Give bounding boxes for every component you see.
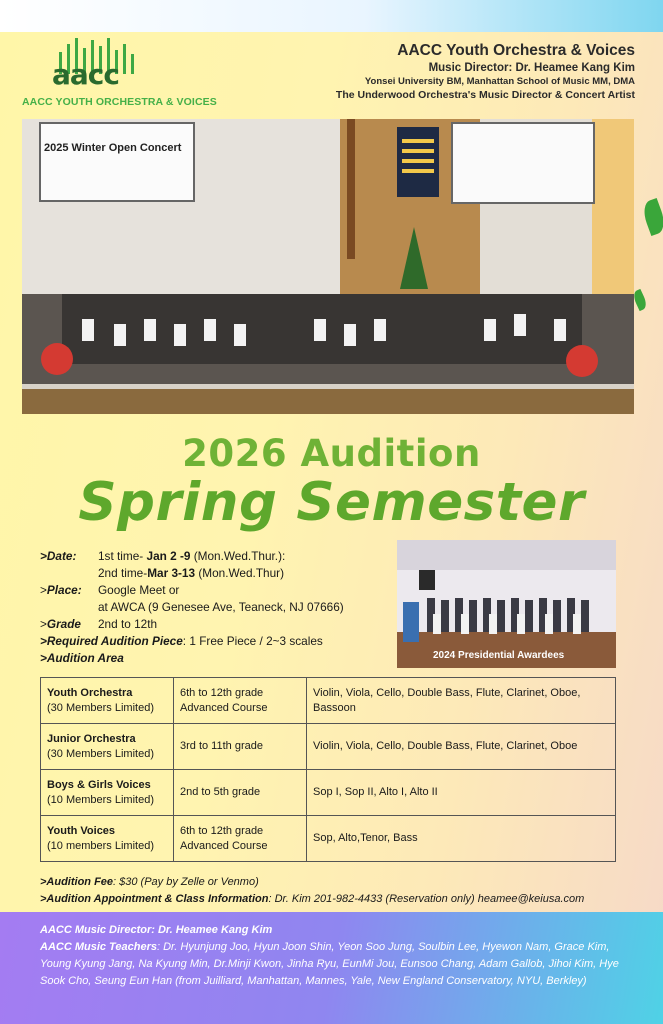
- date-row: [40, 548, 323, 565]
- footer-teachers-label: AACC Music Teachers: [40, 941, 157, 953]
- grade-prefix: >: [40, 617, 47, 631]
- grade-range: 6th to 12th grade: [180, 686, 264, 699]
- group-name: Boys & Girls Voices: [47, 778, 151, 791]
- table-row: [41, 770, 616, 816]
- group-limit: (30 Members Limited): [47, 701, 154, 714]
- footer-teachers: [40, 939, 630, 990]
- table-row: [41, 724, 616, 770]
- audition-year-title: 2026 Audition: [182, 432, 481, 475]
- piece-row: [40, 633, 323, 650]
- instruments-cell: Sop, Alto,Tenor, Bass: [307, 816, 616, 862]
- appointment-value: : Dr. Kim 201-982-4433 (Reservation only) heamee@keiusa.com: [268, 893, 585, 905]
- awardees-illustration: [397, 540, 616, 668]
- date-row-2: [40, 565, 323, 582]
- place-row-2: [40, 599, 344, 616]
- group-cell: [41, 678, 174, 724]
- group-name: Youth Voices: [47, 824, 116, 837]
- leaf-decoration-icon: [640, 198, 663, 236]
- group-limit: (30 Members Limited): [47, 747, 154, 760]
- place-prefix: >: [40, 583, 47, 597]
- logo-wordmark: aacc: [52, 58, 119, 91]
- place-row: [40, 582, 323, 599]
- instruments-cell: Violin, Viola, Cello, Double Bass, Flute, Clarinet, Oboe, Bassoon: [307, 678, 616, 724]
- date-label: >Date:: [40, 549, 77, 563]
- aacc-logo: [22, 38, 217, 110]
- grade-cell: [174, 816, 307, 862]
- date-line1: [98, 548, 285, 565]
- date-line2-prefix: 2nd time-: [98, 566, 148, 580]
- concert-photo-caption: 2025 Winter Open Concert: [44, 142, 182, 154]
- fee-value: : $30 (Pay by Zelle or Venmo): [113, 876, 259, 888]
- table-row: [41, 816, 616, 862]
- logo-subtitle: AACC YOUTH ORCHESTRA & VOICES: [22, 96, 217, 108]
- audition-table: [40, 677, 616, 862]
- grade-cell: [174, 724, 307, 770]
- date-line1-dates: Jan 2 -9: [146, 549, 191, 563]
- grade-label: Grade: [46, 617, 81, 631]
- footer-text: [40, 922, 630, 990]
- fee-line: [40, 874, 584, 891]
- top-gradient-band: [0, 0, 663, 32]
- group-limit: (10 Members Limited): [47, 793, 154, 806]
- date-line2-days: (Mon.Wed.Thur): [195, 566, 284, 580]
- appointment-line: [40, 891, 584, 908]
- piece-value: : 1 Free Piece / 2~3 scales: [182, 634, 323, 648]
- place-line1: Google Meet or: [98, 583, 180, 597]
- appointment-label: >Audition Appointment & Class Information: [40, 893, 269, 905]
- area-row: [40, 650, 323, 667]
- grade-range: 6th to 12th grade: [180, 824, 264, 837]
- date-line1-prefix: 1st time-: [98, 549, 147, 563]
- date-line2: [98, 565, 284, 582]
- audition-info: [40, 548, 344, 667]
- director-role: The Underwood Orchestra's Music Director & Concert Artist: [335, 89, 635, 101]
- group-cell: [41, 770, 174, 816]
- group-name: Youth Orchestra: [47, 686, 133, 699]
- group-limit: (10 members Limited): [47, 839, 154, 852]
- group-cell: [41, 724, 174, 770]
- director-education: Yonsei University BM, Manhattan School of Music MM, DMA: [364, 76, 635, 87]
- group-name: Junior Orchestra: [47, 732, 136, 745]
- awardees-photo: [397, 540, 616, 668]
- awardees-caption: 2024 Presidential Awardees: [433, 650, 565, 661]
- grade-value: 2nd to 12th: [98, 617, 158, 631]
- place-label: Place:: [46, 583, 82, 597]
- date-line2-dates: Mar 3-13: [147, 566, 196, 580]
- grade-course: Advanced Course: [180, 839, 268, 852]
- grade-range: 3rd to 11th grade: [180, 740, 263, 752]
- place-line2: at AWCA (9 Genesee Ave, Teaneck, NJ 07666): [98, 600, 344, 614]
- footer-teachers-list: : Dr. Hyunjung Joo, Hyun Joon Shin, Yeon Soo Jung, Soulbin Lee, Hyewon Nam, Grace Kim, Young Kyung Jang, Na Kyung Min, Dr.Minji Kwon, Jinha Ryu, EunMi Jou, Eunsoo Chang, Adam Gallob, Jihoi Kim, Hye Sook Cho, Seung Eun Han (from Juilliard, Manhattan, Mannes, Yale, New England Conservatory, NYU, Berkley): [40, 941, 619, 987]
- date-line1-days: (Mon.Wed.Thur.):: [190, 549, 286, 563]
- org-title: AACC Youth Orchestra & Voices: [397, 42, 635, 59]
- concert-stage-illustration: [22, 119, 634, 414]
- footer-director: [40, 922, 630, 939]
- concert-photo: [22, 119, 634, 414]
- instruments-cell: Sop I, Sop II, Alto I, Alto II: [307, 770, 616, 816]
- grade-cell: [174, 770, 307, 816]
- grade-range: 2nd to 5th grade: [180, 786, 261, 798]
- header-text: [336, 42, 635, 101]
- fee-info: [40, 874, 584, 908]
- instruments-cell: Violin, Viola, Cello, Double Bass, Flute, Clarinet, Oboe: [307, 724, 616, 770]
- music-director: Music Director: Dr. Heamee Kang Kim: [428, 62, 635, 74]
- group-cell: [41, 816, 174, 862]
- footer-director-label: AACC Music Director: Dr. Heamee Kang Kim: [40, 924, 273, 936]
- piece-label: >Required Audition Piece: [40, 634, 183, 648]
- grade-cell: [174, 678, 307, 724]
- table-row: [41, 678, 616, 724]
- grade-course: Advanced Course: [180, 701, 268, 714]
- fee-label: >Audition Fee: [40, 876, 114, 888]
- semester-title: Spring Semester: [78, 472, 585, 533]
- area-label: >Audition Area: [40, 651, 124, 665]
- grade-row: [40, 616, 323, 633]
